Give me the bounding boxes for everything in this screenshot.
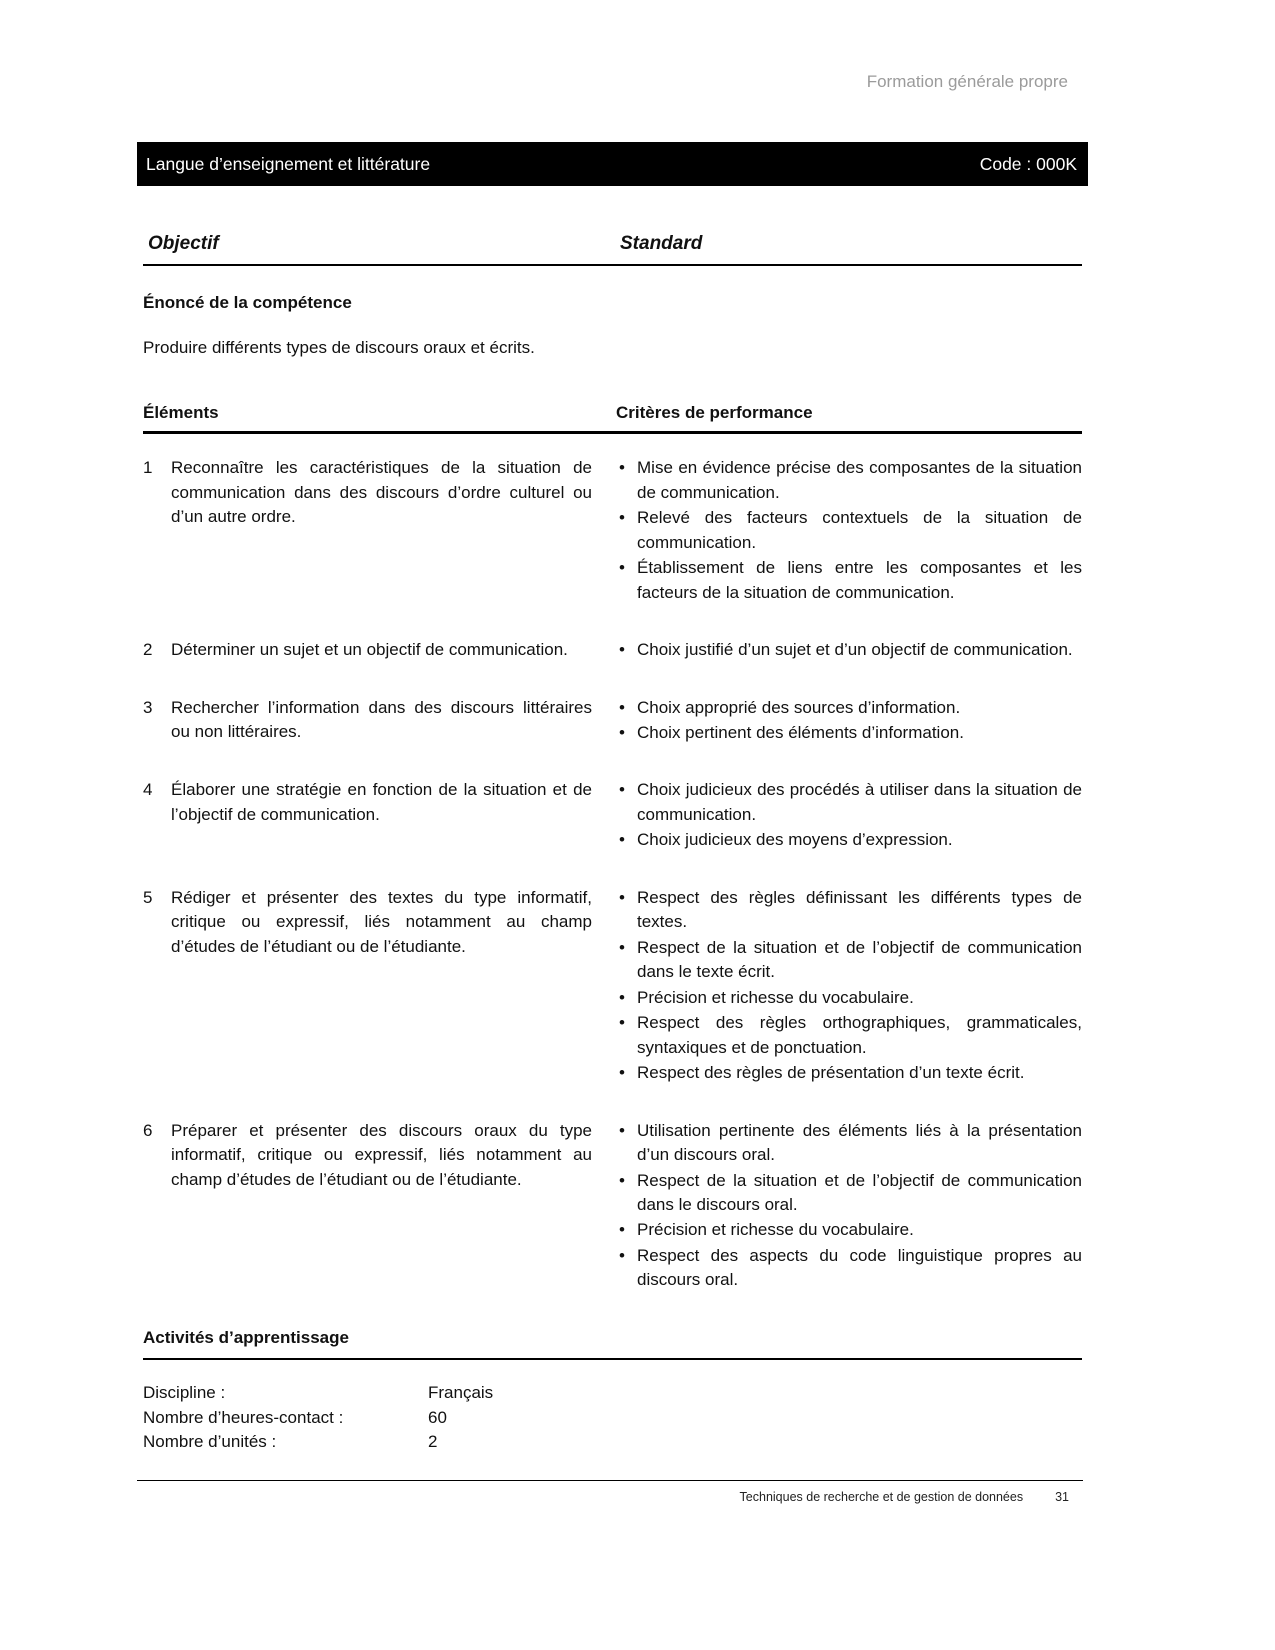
criteria-list bbox=[616, 638, 1082, 663]
criterion-item: • Respect des règles définissant les différents types de textes. bbox=[616, 886, 1082, 935]
field-label: Nombre d’heures-contact : bbox=[143, 1407, 344, 1427]
activities-heading: Activités d’apprentissage bbox=[143, 1326, 1082, 1360]
element-cell bbox=[143, 456, 616, 606]
criteria-list bbox=[616, 886, 1082, 1087]
element-text: Déterminer un sujet et un objectif de communication. bbox=[171, 640, 568, 660]
course-code: Code : 000K bbox=[979, 153, 1077, 174]
criterion-item: • Précision et richesse du vocabulaire. bbox=[616, 986, 1082, 1010]
table-row bbox=[143, 1119, 1082, 1294]
criterion-item: • Choix judicieux des procédés à utiliser dans la situation de communication. bbox=[616, 778, 1082, 827]
elements-column-header: Éléments bbox=[143, 402, 219, 422]
criterion-item: • Respect des règles de présentation d’un texte écrit. bbox=[616, 1061, 1082, 1085]
field-row-discipline bbox=[143, 1381, 1082, 1405]
element-cell bbox=[143, 1119, 616, 1294]
criteria-list bbox=[616, 1119, 1082, 1294]
criterion-item: • Choix justifié d’un sujet et d’un objectif de communication. bbox=[616, 638, 1082, 662]
element-number: 4 bbox=[143, 780, 153, 800]
element-cell bbox=[143, 886, 616, 1087]
element-number: 2 bbox=[143, 640, 153, 660]
table-row bbox=[143, 886, 1082, 1087]
element-cell bbox=[143, 696, 616, 747]
criterion-item: • Respect des aspects du code linguistique propres au discours oral. bbox=[616, 1244, 1082, 1293]
field-row-heures-contact bbox=[143, 1406, 1082, 1430]
element-number: 5 bbox=[143, 887, 153, 907]
element-text: Préparer et présenter des discours oraux du type informatif, critique ou expressif, liés notamment au champ d’études de l’étudiant ou de l’étudiante. bbox=[171, 1120, 592, 1189]
criterion-item: • Précision et richesse du vocabulaire. bbox=[616, 1218, 1082, 1242]
field-value: 2 bbox=[428, 1432, 438, 1452]
course-title-bar bbox=[137, 142, 1088, 186]
element-number: 6 bbox=[143, 1120, 153, 1140]
field-value: 60 bbox=[428, 1407, 447, 1427]
field-label: Discipline : bbox=[143, 1383, 226, 1403]
criterion-item: • Choix approprié des sources d’information. bbox=[616, 696, 1082, 720]
course-title: Langue d’enseignement et littérature bbox=[146, 153, 431, 174]
criterion-item: • Choix pertinent des éléments d’information. bbox=[616, 721, 1082, 745]
criterion-item: • Mise en évidence précise des composantes de la situation de communication. bbox=[616, 456, 1082, 505]
criterion-item: • Respect de la situation et de l’objectif de communication dans le texte écrit. bbox=[616, 936, 1082, 985]
criterion-item: • Respect des règles orthographiques, grammaticales, syntaxiques et de ponctuation. bbox=[616, 1011, 1082, 1060]
footer-page-number: 31 bbox=[1055, 1490, 1069, 1504]
element-text: Reconnaître les caractéristiques de la situation de communication dans des discours d’ordre culturel ou d’un autre ordre. bbox=[171, 458, 592, 527]
field-row-unites bbox=[143, 1430, 1082, 1454]
objectif-heading: Objectif bbox=[148, 233, 219, 255]
field-value: Français bbox=[428, 1383, 494, 1403]
activities-fields bbox=[143, 1381, 1082, 1454]
criteria-list bbox=[616, 456, 1082, 606]
element-text: Rédiger et présenter des textes du type informatif, critique ou expressif, liés notamment au champ d’études de l’étudiant ou de l’étudiante. bbox=[171, 887, 592, 956]
criterion-item: • Établissement de liens entre les composantes et les facteurs de la situation de communication. bbox=[616, 556, 1082, 605]
standard-heading: Standard bbox=[620, 233, 703, 255]
footer-document-title: Techniques de recherche et de gestion de données bbox=[739, 1490, 1024, 1504]
criterion-item: • Respect de la situation et de l’objectif de communication dans le discours oral. bbox=[616, 1169, 1082, 1218]
document-type-label: Formation générale propre bbox=[866, 72, 1068, 91]
section-headings-row bbox=[143, 230, 1082, 265]
competence-statement: Produire différents types de discours oraux et écrits. bbox=[143, 338, 535, 358]
criteria-list bbox=[616, 696, 1082, 747]
criterion-item: • Relevé des facteurs contextuels de la situation de communication. bbox=[616, 506, 1082, 555]
footer bbox=[137, 1480, 1083, 1505]
criteres-column-header: Critères de performance bbox=[616, 402, 813, 422]
table-row bbox=[143, 778, 1082, 853]
criterion-item: • Choix judicieux des moyens d’expression. bbox=[616, 828, 1082, 852]
criteria-list bbox=[616, 778, 1082, 853]
field-label: Nombre d’unités : bbox=[143, 1432, 277, 1452]
page-content bbox=[143, 0, 1082, 1455]
table-row bbox=[143, 638, 1082, 663]
element-text: Rechercher l’information dans des discours littéraires ou non littéraires. bbox=[171, 697, 592, 741]
criterion-item: • Utilisation pertinente des éléments liés à la présentation d’un discours oral. bbox=[616, 1119, 1082, 1168]
competence-heading: Énoncé de la compétence bbox=[143, 292, 352, 312]
elements-table bbox=[143, 456, 1082, 1294]
element-number: 3 bbox=[143, 697, 153, 717]
table-row bbox=[143, 696, 1082, 747]
element-number: 1 bbox=[143, 458, 153, 478]
element-text: Élaborer une stratégie en fonction de la situation et de l’objectif de communication. bbox=[171, 780, 592, 824]
element-cell bbox=[143, 778, 616, 853]
table-header-row bbox=[143, 401, 1082, 434]
table-row bbox=[143, 456, 1082, 606]
element-cell bbox=[143, 638, 616, 663]
